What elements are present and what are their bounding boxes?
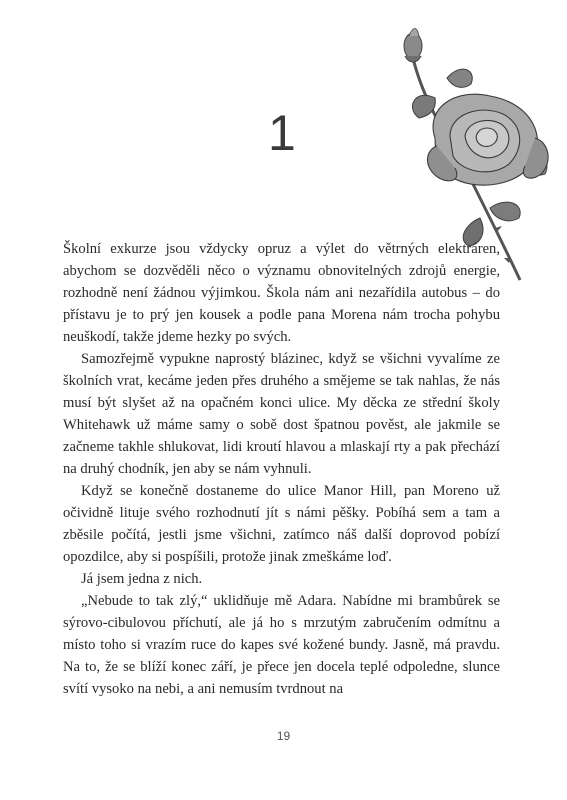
chapter-body xyxy=(63,238,500,700)
paragraph: Školní exkurze jsou vždycky opruz a výlet do větrných elektráren, abychom se dozvěděli něco o významu obnovitelných zdrojů energie, rozhodně není žádnou výjimkou. Škola nám ani nezařídila autobus – do přístavu je to prý jen kousek a podle pana Morena nám trocha pohybu neuškodí, takže jdeme hezky po svých. xyxy=(63,241,500,345)
page-number: 19 xyxy=(276,729,291,743)
paragraph: Samozřejmě vypukne naprostý blázinec, když se všichni vyvalíme ze školních vrat, kecáme jeden přes druhého a smějeme se tak nahlas, že nás musí být slyšet až na opačném konci ulice. My děcka ze střední školy Whitehawk už máme samy o sobě dost špatnou pověst, ale jakmile se začneme takhle shlukovat, lidi kroutí hlavou a mlaskají rty a pak přechází na druhý chodník, jen aby se nám vyhnuli. xyxy=(63,351,500,477)
paragraph: „Nebude to tak zlý,“ uklidňuje mě Adara. Nabídne mi brambůrek se sýrovo-cibulovou příchutí, ale já ho s mrzutým zabručením odmítnu a místo toho si vrazím ruce do kapes své kožené bundy. Jasně, má pravdu. Na to, že se blíží konec září, je přece jen docela teplé odpoledne, slunce svítí vysoko na nebi, a ani nemusím tvrdnout na xyxy=(63,593,500,697)
paragraph: Já jsem jedna z nich. xyxy=(81,571,203,587)
paragraph: Když se konečně dostaneme do ulice Manor Hill, pan Moreno už očividně lituje svého rozhodnutí jít s námi pěšky. Pobíhá sem a tam a zběsile počítá, jestli jsme všichni, zatímco náš další doprovod pobízí opozdilce, aby si pospíšili, protože jinak zmeškáme loď. xyxy=(63,483,500,565)
chapter-number: 1 xyxy=(268,105,296,161)
